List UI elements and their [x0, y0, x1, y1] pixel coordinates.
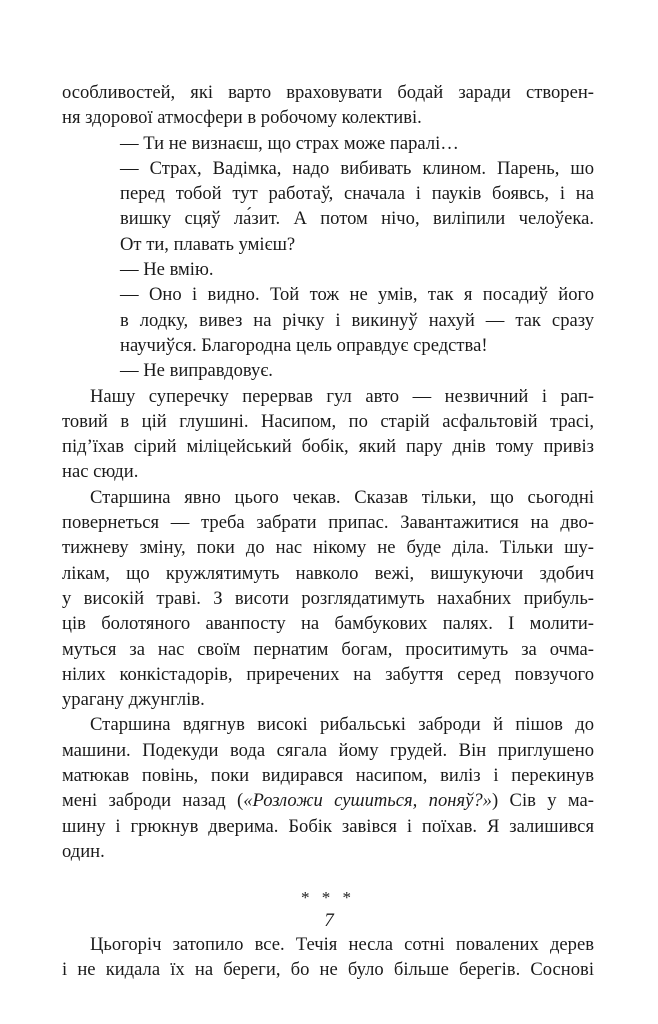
dialogue-line: — Не вмію.	[120, 259, 214, 281]
dialogue-line: — Оно і видно. Той тож не умів, так я посадиў його	[120, 284, 594, 306]
text-line: шину і грюкнув дверима. Бобік завівся і поїхав. Я залишився	[62, 815, 594, 837]
text-line: ня здорової атмосфери в робочому колективі.	[62, 107, 422, 129]
dialogue-line: научиўся. Благородна цель оправдує средства!	[120, 334, 488, 356]
text-line: Старшина вдягнув високі рибальські заброди й пішов до	[90, 714, 594, 736]
text-line: муться за нас своїм пернатим богам, проситимуть за очма-	[62, 638, 594, 660]
text-line: особливостей, які варто враховувати бодай заради створен-	[62, 82, 594, 103]
text-line: матюкав повінь, поки видирався насипом, виліз і перекинув	[62, 765, 594, 787]
dialogue-line: От ти, плавать умієш?	[120, 233, 296, 255]
text-line: під’їхав сірий міліцейський бобік, який пару днів тому привіз	[62, 436, 594, 458]
text-line: один.	[62, 840, 105, 862]
text-line	[62, 788, 594, 813]
dialogue-line: — Страх, Вадімка, надо вибивать клином. Парень, шо	[120, 157, 594, 179]
section-break: * * *	[301, 888, 355, 908]
page-text	[62, 80, 594, 982]
text-line: ців болотяного аванпосту на бамбукових палях. І молити-	[62, 613, 594, 635]
text-line: нас сюди.	[62, 461, 139, 483]
dialogue-line: — Не виправдовує.	[120, 360, 273, 382]
text-line: у високій траві. З висоти розглядатимуть нахабних прибуль-	[62, 587, 594, 609]
text-line: Цьогоріч затопило все. Течія несла сотні повалених дерев	[90, 933, 594, 955]
dialogue-line: вишку сцяў ла́зит. А потом нічо, виліпили челоўека.	[120, 208, 594, 230]
text-fragment: мені заброди назад (	[62, 790, 244, 812]
text-line: товий в цій глушині. Насипом, по старій асфальтовій трасі,	[62, 410, 594, 432]
dialogue-line: в лодку, вивез на річку і викинуў нахуй — так сразу	[120, 309, 594, 331]
text-line: і не кидала їх на береги, бо не було більше берегів. Соснові	[62, 958, 594, 980]
text-line: машини. Подекуди вода сягала йому грудей. Він приглушено	[62, 739, 594, 761]
text-line: нілих конкістадорів, приречених на забуття серед повзучого	[62, 663, 594, 685]
text-line: тижневу зміну, поки до нас нікому не буде діла. Тільки шу-	[62, 537, 594, 559]
italic-quote: «Розложи сушиться, поняў?»	[243, 790, 492, 812]
text-line: лікам, що кружлятимуть навколо вежі, вишукуючи здобич	[62, 562, 594, 584]
text-line: Старшина явно цього чекав. Сказав тільки, що сьогодні	[90, 486, 594, 508]
dialogue-line: — Ти не визнаєш, що страх може паралі…	[120, 132, 459, 154]
text-fragment: ) Сів у ма-	[491, 790, 594, 812]
text-line: урагану джунглів.	[62, 689, 205, 711]
dialogue-line: перед тобой тут работаў, сначала і пауків боявсь, і на	[120, 183, 594, 205]
spacer	[62, 864, 594, 885]
text-line: повернеться — треба забрати припас. Завантажитися на дво-	[62, 512, 594, 534]
page-number: 7	[324, 910, 334, 931]
text-line: Нашу суперечку перервав гул авто — незвичний і рап-	[90, 385, 594, 407]
